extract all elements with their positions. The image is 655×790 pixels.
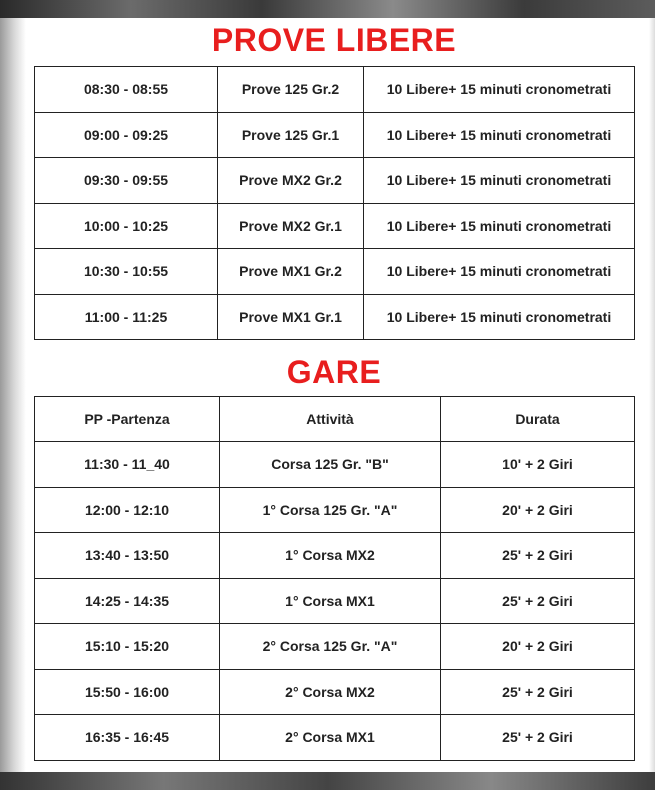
time-cell: 09:30 - 09:55 [35,158,218,204]
activity-cell: 2° Corsa MX2 [220,669,441,715]
session-cell: Prove 125 Gr.1 [218,112,364,158]
time-cell: 14:25 - 14:35 [35,578,220,624]
table-row [35,533,635,579]
table-header-row [35,397,635,442]
duration-cell: 20' + 2 Giri [441,624,635,670]
top-photo-strip [0,0,655,18]
table-row [35,442,635,488]
duration-cell: 10' + 2 Giri [441,442,635,488]
time-cell: 10:00 - 10:25 [35,203,218,249]
time-cell: 15:10 - 15:20 [35,624,220,670]
gare-table [34,396,635,761]
table-row [35,715,635,761]
page-fold-shadow [0,18,26,772]
table-row [35,669,635,715]
header-time: PP -Partenza [35,397,220,442]
activity-cell: 2° Corsa 125 Gr. "A" [220,624,441,670]
activity-cell: 1° Corsa 125 Gr. "A" [220,487,441,533]
duration-cell: 25' + 2 Giri [441,578,635,624]
session-cell: Prove MX1 Gr.1 [218,294,364,340]
table-row [35,487,635,533]
format-cell: 10 Libere+ 15 minuti cronometrati [364,67,635,113]
duration-cell: 25' + 2 Giri [441,715,635,761]
activity-cell: 1° Corsa MX1 [220,578,441,624]
table-row [35,624,635,670]
activity-cell: 2° Corsa MX1 [220,715,441,761]
session-cell: Prove MX2 Gr.1 [218,203,364,249]
time-cell: 10:30 - 10:55 [35,249,218,295]
activity-cell: 1° Corsa MX2 [220,533,441,579]
session-cell: Prove MX2 Gr.2 [218,158,364,204]
duration-cell: 25' + 2 Giri [441,669,635,715]
table-row [35,249,635,295]
gare-title: GARE [286,354,382,390]
bottom-photo-strip [0,772,655,790]
prove-libere-title: PROVE LIBERE [211,22,457,58]
time-cell: 09:00 - 09:25 [35,112,218,158]
table-row [35,112,635,158]
table-row [35,578,635,624]
time-cell: 16:35 - 16:45 [35,715,220,761]
activity-cell: Corsa 125 Gr. "B" [220,442,441,488]
duration-cell: 25' + 2 Giri [441,533,635,579]
time-cell: 12:00 - 12:10 [35,487,220,533]
session-cell: Prove 125 Gr.2 [218,67,364,113]
prove-libere-table [34,66,635,340]
time-cell: 11:00 - 11:25 [35,294,218,340]
format-cell: 10 Libere+ 15 minuti cronometrati [364,203,635,249]
time-cell: 13:40 - 13:50 [35,533,220,579]
format-cell: 10 Libere+ 15 minuti cronometrati [364,249,635,295]
format-cell: 10 Libere+ 15 minuti cronometrati [364,112,635,158]
session-cell: Prove MX1 Gr.2 [218,249,364,295]
table-row [35,158,635,204]
table-row [35,294,635,340]
duration-cell: 20' + 2 Giri [441,487,635,533]
time-cell: 15:50 - 16:00 [35,669,220,715]
format-cell: 10 Libere+ 15 minuti cronometrati [364,294,635,340]
header-duration: Durata [441,397,635,442]
page-edge-shadow [649,18,655,772]
table-row [35,203,635,249]
table-row [35,67,635,113]
header-activity: Attività [220,397,441,442]
time-cell: 08:30 - 08:55 [35,67,218,113]
format-cell: 10 Libere+ 15 minuti cronometrati [364,158,635,204]
time-cell: 11:30 - 11_40 [35,442,220,488]
